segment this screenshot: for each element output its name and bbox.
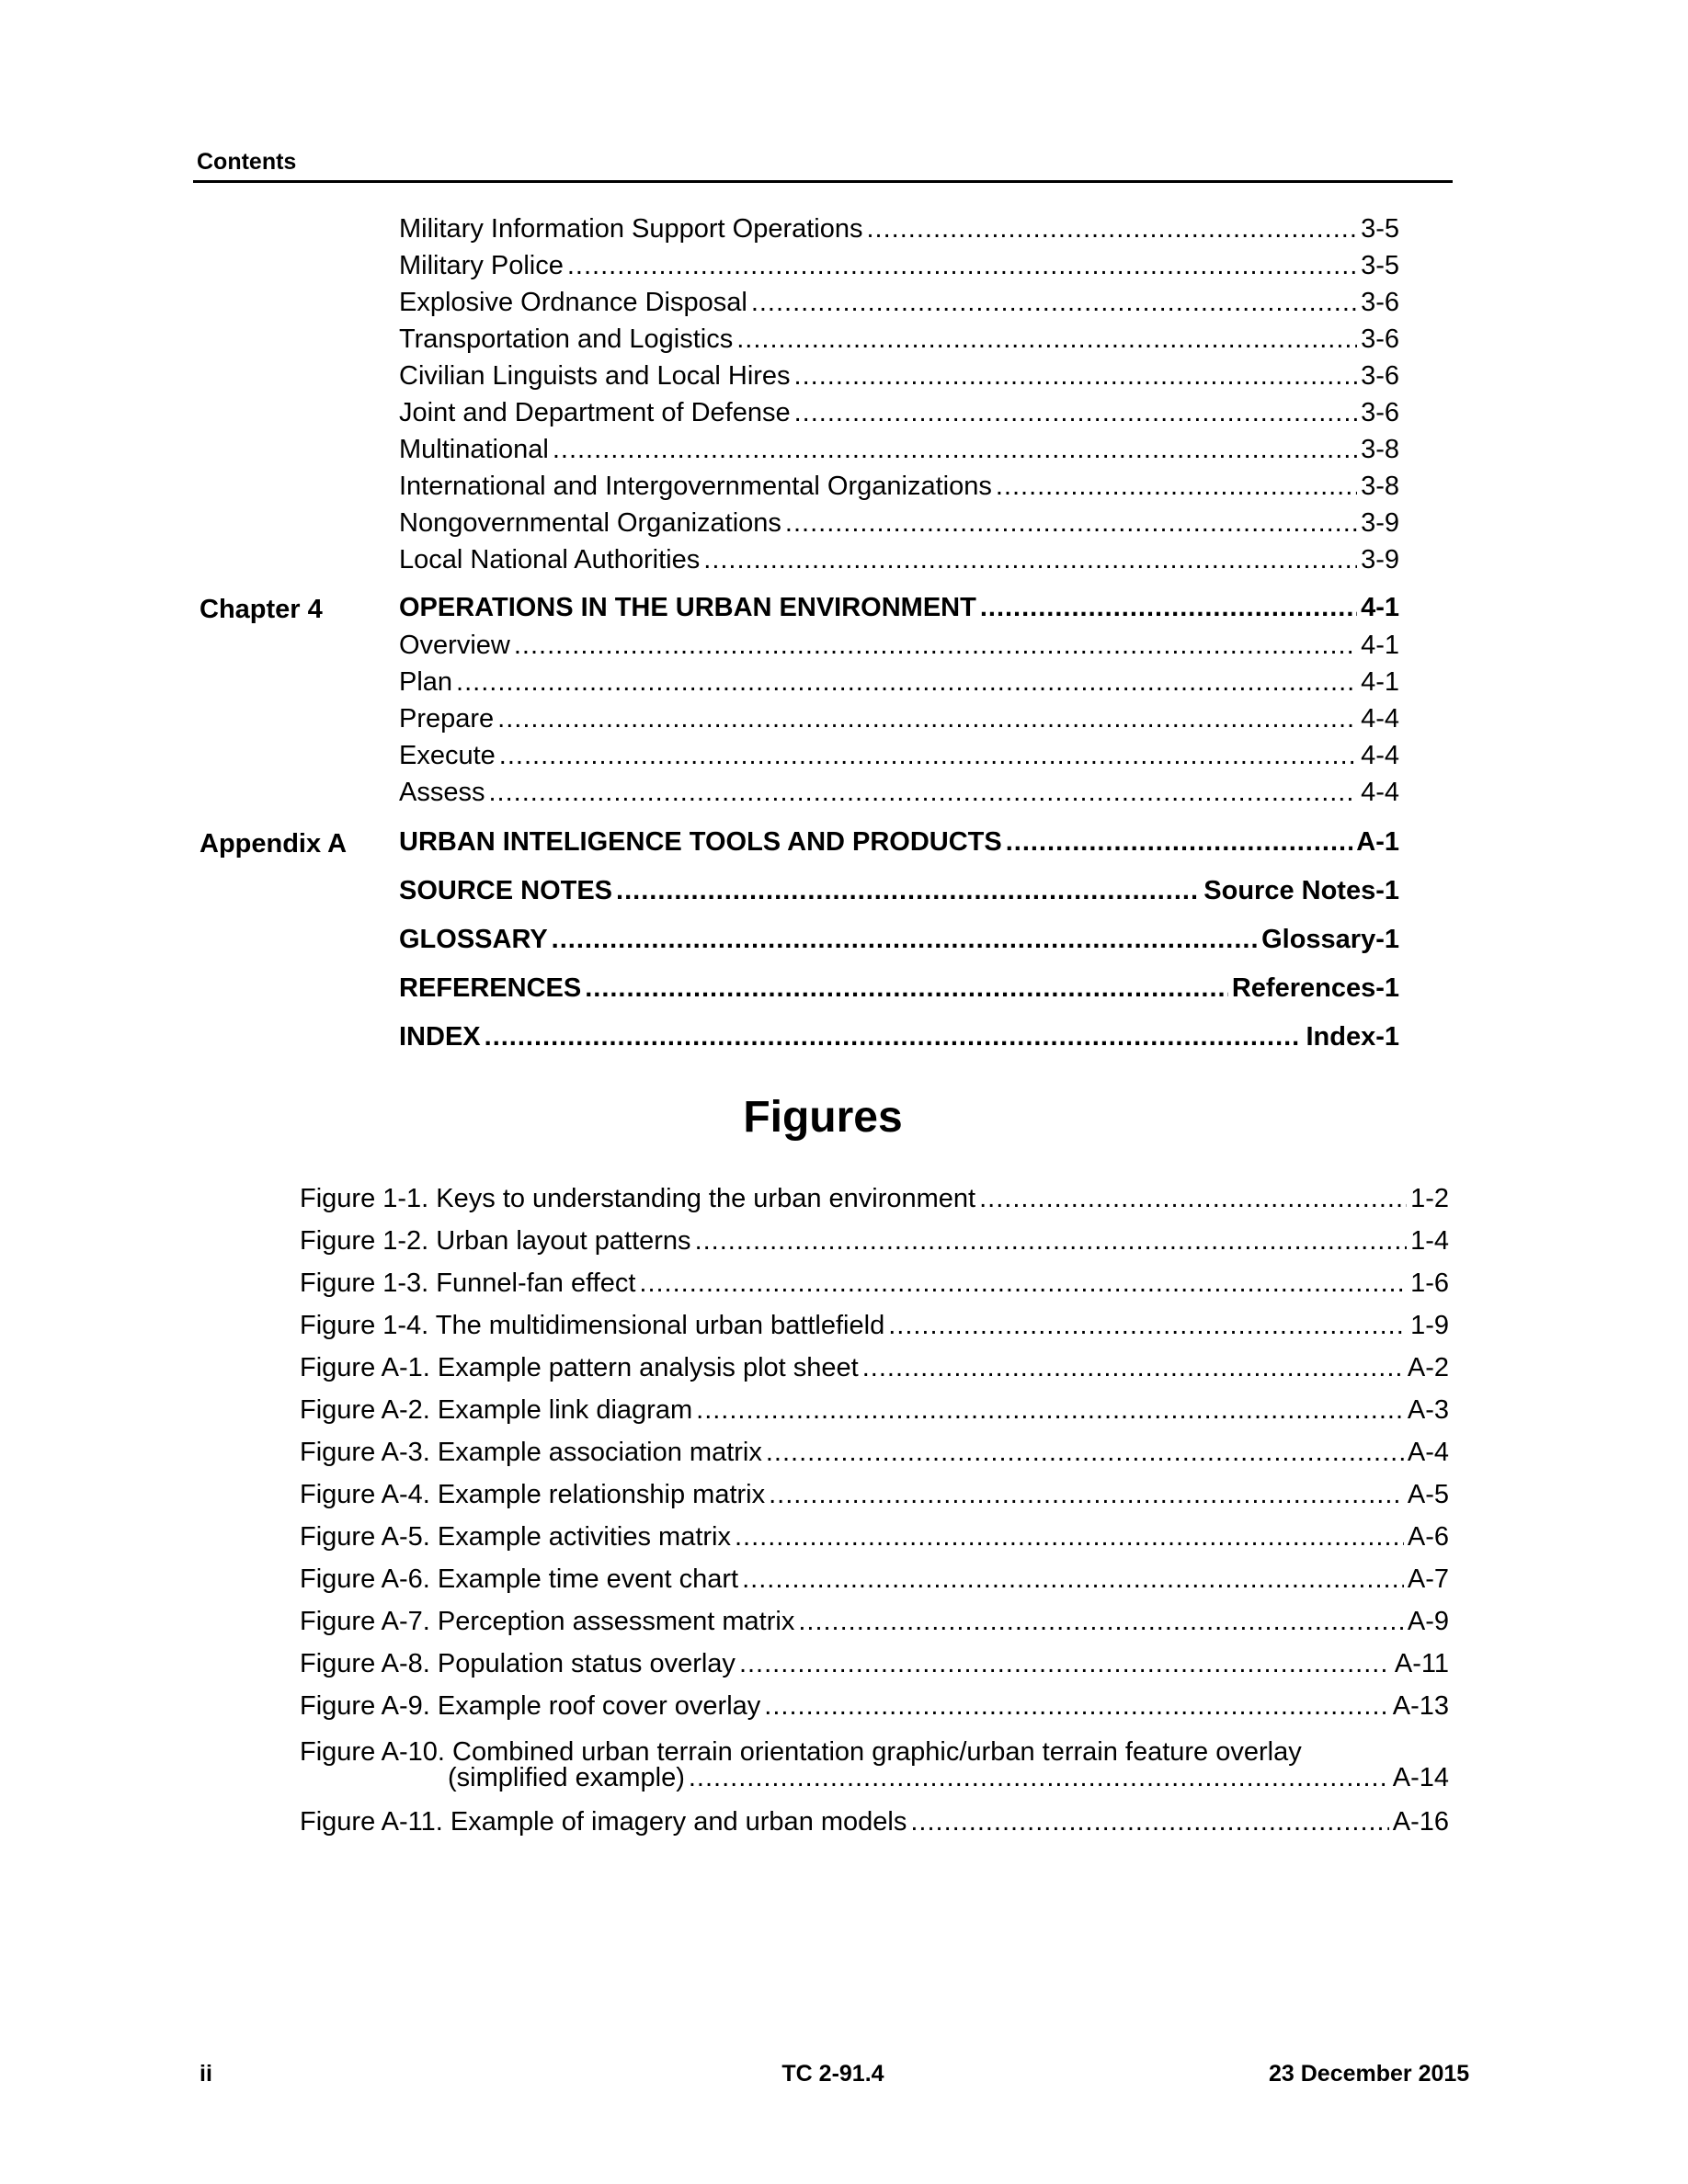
figure-title-line1[interactable]: Figure A-10. Combined urban terrain orientation graphic/urban terrain feature overlay (300, 1737, 1302, 1767)
toc-entry[interactable] (399, 472, 1399, 508)
dot-leader (567, 251, 1357, 281)
figure-entry[interactable] (448, 1763, 1449, 1800)
figure-page: A-9 (1407, 1607, 1449, 1636)
appendix-title: URBAN INTELIGENCE TOOLS AND PRODUCTS (399, 827, 1002, 857)
dot-leader (862, 1353, 1404, 1383)
toc-entry[interactable] (399, 741, 1399, 778)
figure-entry[interactable] (300, 1649, 1449, 1686)
toc-entry[interactable] (399, 631, 1399, 667)
toc-entry-title: Military Police (399, 251, 564, 280)
toc-entry-title: Civilian Linguists and Local Hires (399, 361, 791, 391)
toc-entry-page: 3-5 (1361, 214, 1399, 244)
dot-leader (639, 1268, 1407, 1299)
toc-entry-page: 4-4 (1361, 704, 1399, 734)
appendix-page: A-1 (1356, 827, 1399, 857)
appendix-label: Appendix A (200, 829, 348, 859)
figure-title: Figure A-2. Example link diagram (300, 1395, 693, 1425)
back-matter-entry[interactable] (399, 876, 1399, 913)
toc-entry[interactable] (399, 704, 1399, 741)
back-matter-entry[interactable] (399, 1022, 1399, 1059)
dot-leader (742, 1564, 1404, 1595)
toc-entry-title: Assess (399, 778, 485, 807)
dot-leader (485, 1022, 1303, 1052)
toc-entry-title: Transportation and Logistics (399, 324, 734, 354)
figures-heading: Figures (743, 1093, 903, 1142)
figure-entry[interactable] (300, 1691, 1449, 1728)
figure-entry[interactable] (300, 1607, 1449, 1644)
dot-leader (585, 973, 1228, 1004)
figure-page: 1-6 (1410, 1268, 1449, 1298)
back-matter-page: Glossary-1 (1261, 925, 1399, 954)
dot-leader (794, 361, 1358, 392)
figure-title: Figure A-9. Example roof cover overlay (300, 1691, 761, 1721)
figure-page: 1-2 (1410, 1184, 1449, 1213)
figure-title: Figure 1-2. Urban layout patterns (300, 1226, 691, 1256)
toc-entry[interactable] (399, 324, 1399, 361)
back-matter-title: SOURCE NOTES (399, 876, 613, 905)
figure-page: A-14 (1392, 1763, 1449, 1792)
figure-title: Figure 1-1. Keys to understanding the urban environment (300, 1184, 976, 1213)
figure-title: Figure A-5. Example activities matrix (300, 1522, 731, 1552)
figure-entry[interactable] (300, 1311, 1449, 1348)
dot-leader (488, 778, 1357, 808)
toc-entry-page: 4-1 (1361, 631, 1399, 660)
figure-page: A-6 (1407, 1522, 1449, 1552)
toc-entry-page: 3-8 (1361, 435, 1399, 464)
figure-title-continuation: (simplified example) (448, 1763, 685, 1792)
toc-entry-title: Overview (399, 631, 510, 660)
dot-leader (766, 1438, 1404, 1468)
dot-leader (794, 398, 1357, 428)
toc-entry-page: 3-6 (1361, 288, 1399, 317)
header-rule (193, 180, 1453, 183)
back-matter-entry[interactable] (399, 925, 1399, 961)
back-matter-page: Index-1 (1306, 1022, 1399, 1052)
dot-leader (695, 1226, 1408, 1257)
dot-leader (769, 1480, 1404, 1510)
dot-leader (703, 545, 1357, 575)
toc-entry-title: Joint and Department of Defense (399, 398, 791, 427)
back-matter-title: GLOSSARY (399, 925, 548, 954)
figure-entry[interactable] (300, 1268, 1449, 1305)
toc-entry-title: International and Intergovernmental Organizations (399, 472, 992, 501)
figure-title: Figure A-1. Example pattern analysis plot sheet (300, 1353, 859, 1382)
dot-leader (456, 667, 1357, 698)
toc-entry-page: 3-6 (1361, 361, 1399, 391)
dot-leader (739, 1649, 1391, 1679)
toc-entry[interactable] (399, 251, 1399, 288)
dot-leader (735, 1522, 1404, 1553)
figure-title: Figure A-7. Perception assessment matrix (300, 1607, 795, 1636)
toc-entry[interactable] (399, 361, 1399, 398)
toc-entry-title: Multinational (399, 435, 549, 464)
figure-page: A-11 (1394, 1649, 1449, 1678)
figure-entry[interactable] (300, 1184, 1449, 1221)
figure-title: Figure 1-4. The multidimensional urban battlefield (300, 1311, 885, 1340)
toc-entry[interactable] (399, 508, 1399, 545)
figure-page: 1-9 (1410, 1311, 1449, 1340)
figure-page: A-16 (1392, 1807, 1449, 1837)
figure-title: Figure A-6. Example time event chart (300, 1564, 739, 1594)
toc-entry-title: Military Information Support Operations (399, 214, 863, 244)
toc-entry-page: 4-4 (1361, 741, 1399, 770)
figure-page: A-4 (1407, 1438, 1449, 1467)
figure-entry[interactable] (300, 1353, 1449, 1390)
dot-leader (979, 1184, 1407, 1214)
back-matter-title: INDEX (399, 1022, 481, 1052)
dot-leader (798, 1607, 1404, 1637)
toc-entry-title: Explosive Ordnance Disposal (399, 288, 747, 317)
dot-leader (910, 1807, 1388, 1837)
dot-leader (499, 741, 1357, 771)
footer-date: 23 December 2015 (1269, 2061, 1470, 2087)
dot-leader (514, 631, 1357, 661)
toc-entry-page: 3-6 (1361, 398, 1399, 427)
chapter-title: OPERATIONS IN THE URBAN ENVIRONMENT (399, 593, 976, 622)
dot-leader (696, 1395, 1404, 1426)
figure-page: A-13 (1392, 1691, 1449, 1721)
figure-page: A-3 (1407, 1395, 1449, 1425)
figure-title: Figure 1-3. Funnel-fan effect (300, 1268, 636, 1298)
toc-entry-page: 4-4 (1361, 778, 1399, 807)
figure-title: Figure A-11. Example of imagery and urban models (300, 1807, 907, 1837)
toc-entry-title: Nongovernmental Organizations (399, 508, 781, 538)
figure-page: A-5 (1407, 1480, 1449, 1509)
figure-entry[interactable] (300, 1522, 1449, 1559)
toc-entry-title: Plan (399, 667, 453, 697)
figure-page: A-7 (1407, 1564, 1449, 1594)
chapter-page: 4-1 (1361, 593, 1399, 622)
dot-leader (867, 214, 1358, 245)
figure-entry[interactable] (300, 1395, 1449, 1432)
running-header: Contents (197, 149, 297, 175)
figure-page: A-2 (1407, 1353, 1449, 1382)
chapter-heading-entry[interactable] (399, 593, 1399, 630)
dot-leader (980, 593, 1357, 623)
toc-entry-page: 3-9 (1361, 508, 1399, 538)
figure-entry[interactable] (300, 1807, 1449, 1844)
dot-leader (751, 288, 1357, 318)
figure-title: Figure A-8. Population status overlay (300, 1649, 736, 1678)
dot-leader (552, 925, 1258, 955)
toc-entry-page: 3-5 (1361, 251, 1399, 280)
toc-entry[interactable] (399, 435, 1399, 472)
toc-entry-page: 3-6 (1361, 324, 1399, 354)
dot-leader (1006, 827, 1353, 858)
dot-leader (764, 1691, 1388, 1722)
toc-entry[interactable] (399, 288, 1399, 324)
toc-entry[interactable] (399, 398, 1399, 435)
toc-entry-page: 3-9 (1361, 545, 1399, 574)
footer-publication-id: TC 2-91.4 (781, 2061, 884, 2087)
toc-entry-title: Execute (399, 741, 496, 770)
figure-title: Figure A-3. Example association matrix (300, 1438, 762, 1467)
toc-entry[interactable] (399, 214, 1399, 251)
back-matter-page: Source Notes-1 (1203, 876, 1399, 905)
dot-leader (616, 876, 1200, 906)
footer-page-number: ii (200, 2061, 212, 2087)
dot-leader (689, 1763, 1389, 1793)
dot-leader (888, 1311, 1407, 1341)
dot-leader (996, 472, 1357, 502)
figure-entry[interactable] (300, 1438, 1449, 1474)
toc-entry-title: Prepare (399, 704, 495, 734)
figure-entry[interactable] (300, 1480, 1449, 1517)
back-matter-page: References-1 (1231, 973, 1399, 1003)
dot-leader (785, 508, 1357, 539)
figure-entry[interactable] (300, 1226, 1449, 1263)
back-matter-title: REFERENCES (399, 973, 582, 1003)
dot-leader (497, 704, 1357, 734)
figure-title: Figure A-4. Example relationship matrix (300, 1480, 766, 1509)
chapter-label: Chapter 4 (200, 595, 323, 624)
toc-entry[interactable] (399, 545, 1399, 582)
appendix-heading-entry[interactable] (399, 827, 1399, 864)
toc-entry-page: 4-1 (1361, 667, 1399, 697)
toc-entry-title: Local National Authorities (399, 545, 701, 574)
back-matter-entry[interactable] (399, 973, 1399, 1010)
toc-entry[interactable] (399, 778, 1399, 814)
dot-leader (553, 435, 1357, 465)
dot-leader (736, 324, 1357, 355)
figure-page: 1-4 (1410, 1226, 1449, 1256)
toc-entry[interactable] (399, 667, 1399, 704)
toc-entry-page: 3-8 (1361, 472, 1399, 501)
figure-entry[interactable] (300, 1564, 1449, 1601)
